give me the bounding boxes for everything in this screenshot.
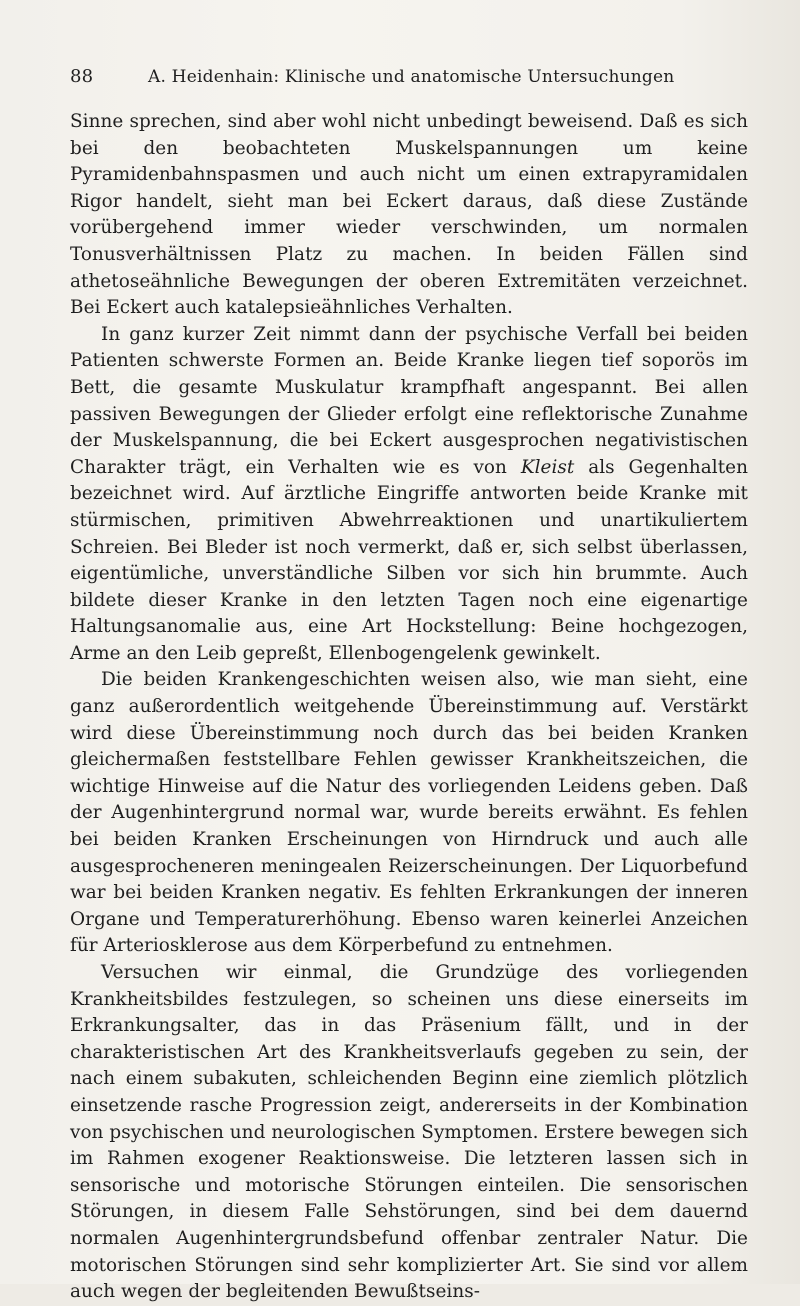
running-head: A. Heidenhain: Klinische und anatomische Untersuchungen bbox=[148, 67, 675, 87]
paragraph-2-text-start: In ganz kurzer Zeit nimmt dann der psychische Verfall bei beiden Patienten schwerste Formen an. Beide Kranke liegen tief soporös im Bett, die gesamte Muskulatur krampfhaft angespannt. Bei allen passiven Bewegungen der Glieder erfolgt eine reflektorische Zunahme der Muskelspannung, die bei Eckert ausgesprochen negativistischen Charakter trägt, ein Verhalten wie es von bbox=[70, 323, 748, 478]
paragraph-3-text: Die beiden Krankengeschichten weisen also, wie man sieht, eine ganz außerordentlich weitgehende Übereinstimmung auf. Verstärkt wird diese Übereinstimmung noch durch das bei beiden Kranken gleichermaßen feststellbare Fehlen gewisser Krankheitszeichen, die wichtige Hinweise auf die Natur des vorliegenden Leidens geben. Daß der Augenhintergrund normal war, wurde bereits erwähnt. Es fehlen bei beiden Kranken Erscheinungen von Hirndruck und auch alle ausgesprocheneren meningealen Reizerscheinungen. Der Liquorbefund war bei beiden Kranken negativ. Es fehlten Erkrankungen der inneren Organe und Temperaturerhöhung. Ebenso waren keinerlei Anzeichen für Arteriosklerose aus dem Körperbefund zu entnehmen. bbox=[70, 669, 748, 957]
paragraph-2 bbox=[70, 322, 748, 668]
page-header bbox=[70, 66, 675, 92]
paragraph-4 bbox=[70, 960, 748, 1306]
page-number: 88 bbox=[70, 66, 94, 87]
paragraph-1-text: Sinne sprechen, sind aber wohl nicht unbedingt beweisend. Daß es sich bei den beobachteten Muskelspannungen um keine Pyramidenbahnspasmen und auch nicht um einen extrapyramidalen Rigor handelt, sieht man bei Eckert daraus, daß diese Zustände vorübergehend immer wieder verschwinden, um normalen Tonusverhältnissen Platz zu machen. In beiden Fällen sind athetoseähnliche Bewegungen der oberen Extremitäten verzeichnet. Bei Eckert auch katalepsieähnliches Verhalten. bbox=[70, 111, 748, 319]
paragraph-2-text-end: als Gegenhalten bezeichnet wird. Auf ärztliche Eingriffe antworten beide Kranke mit stürmischen, primitiven Abwehrreaktionen und unartikuliertem Schreien. Bei Bleder ist noch vermerkt, daß er, sich selbst überlassen, eigentümliche, unverständliche Silben vor sich hin brummte. Auch bildete dieser Kranke in den letzten Tagen noch eine eigenartige Haltungsanomalie aus, eine Art Hockstellung: Beine hochgezogen, Arme an den Leib gepreßt, Ellenbogengelenk gewinkelt. bbox=[70, 456, 748, 664]
paragraph-3 bbox=[70, 667, 748, 960]
body-text bbox=[70, 109, 748, 1306]
paragraph-1 bbox=[70, 109, 748, 322]
paragraph-2-emphasis: Kleist bbox=[520, 456, 575, 478]
paragraph-4-text: Versuchen wir einmal, die Grundzüge des vorliegenden Krankheitsbildes festzulegen, so scheinen uns diese einerseits im Erkrankungsalter, das in das Präsenium fällt, und in der charakteristischen Art des Krankheitsverlaufs gegeben zu sein, der nach einem subakuten, schleichenden Beginn eine ziemlich plötzlich einsetzende rasche Progression zeigt, andererseits in der Kombination von psychischen und neurologischen Symptomen. Erstere bewegen sich im Rahmen exogener Reaktionsweise. Die letzteren lassen sich in sensorische und motorische Störungen einteilen. Die sensorischen Störungen, in diesem Falle Sehstörungen, sind bei dem dauernd normalen Augenhintergrundsbefund offenbar zentraler Natur. Die motorischen Störungen sind sehr komplizierter Art. Sie sind vor allem auch wegen der begleitenden Bewußtseins- bbox=[70, 962, 748, 1303]
